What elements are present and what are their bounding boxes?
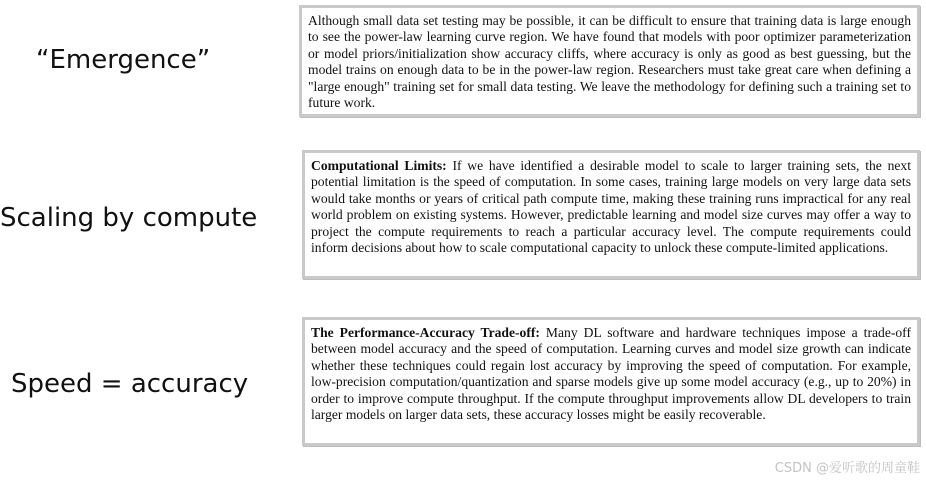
paragraph-box-2 — [302, 150, 920, 279]
paragraph-box-1 — [299, 5, 920, 117]
paragraph-2-text: If we have identified a desirable model to scale to larger training sets, the next potential limitation is the speed of computation. In some cases, training large models on very large data sets would take months or years of critical path compute time, making these training runs impractical for any real world problem on existing systems. However, predictable learning and model size curves may offer a way to project the compute requirements to reach a particular accuracy level. The compute requirements could inform decisions about how to scale computational capacity to unlock these compute-limited applications. — [311, 158, 911, 256]
paragraph-3-text: Many DL software and hardware techniques impose a trade-off between model accuracy and the speed of computation. Learning curves and model size growth can indicate whether these techniques could regain lost accuracy by improving the speed of computation. For example, low-precision computation/quantization and sparse models give up some model accuracy (e.g., up to 20%) in order to improve compute throughput. If the compute throughput improvements allow DL developers to train larger models on larger data sets, these accuracy losses might be easily recoverable. — [311, 325, 911, 423]
label-scaling-by-compute: Scaling by compute — [0, 203, 258, 233]
label-emergence: “Emergence” — [36, 45, 211, 75]
paragraph-2-lead: Computational Limits: — [311, 158, 447, 173]
paragraph-1-text: Although small data set testing may be possible, it can be difficult to ensure that training data is large enough to see the power-law learning curve region. We have found that models with poor optimizer parameterization or model priors/initialization show accuracy cliffs, where accuracy is only as good as best guessing, but the model trains on enough data to be in the power-law region. Researchers must take great care when defining a "large enough" training set for small data testing. We leave the methodology for defining such a training set to future work. — [308, 13, 911, 111]
label-speed-accuracy: Speed = accuracy — [11, 369, 249, 399]
paragraph-box-3 — [302, 317, 920, 446]
paragraph-3-lead: The Performance-Accuracy Trade-off: — [311, 325, 540, 340]
csdn-watermark: CSDN @爱听歌的周童鞋 — [774, 461, 920, 476]
